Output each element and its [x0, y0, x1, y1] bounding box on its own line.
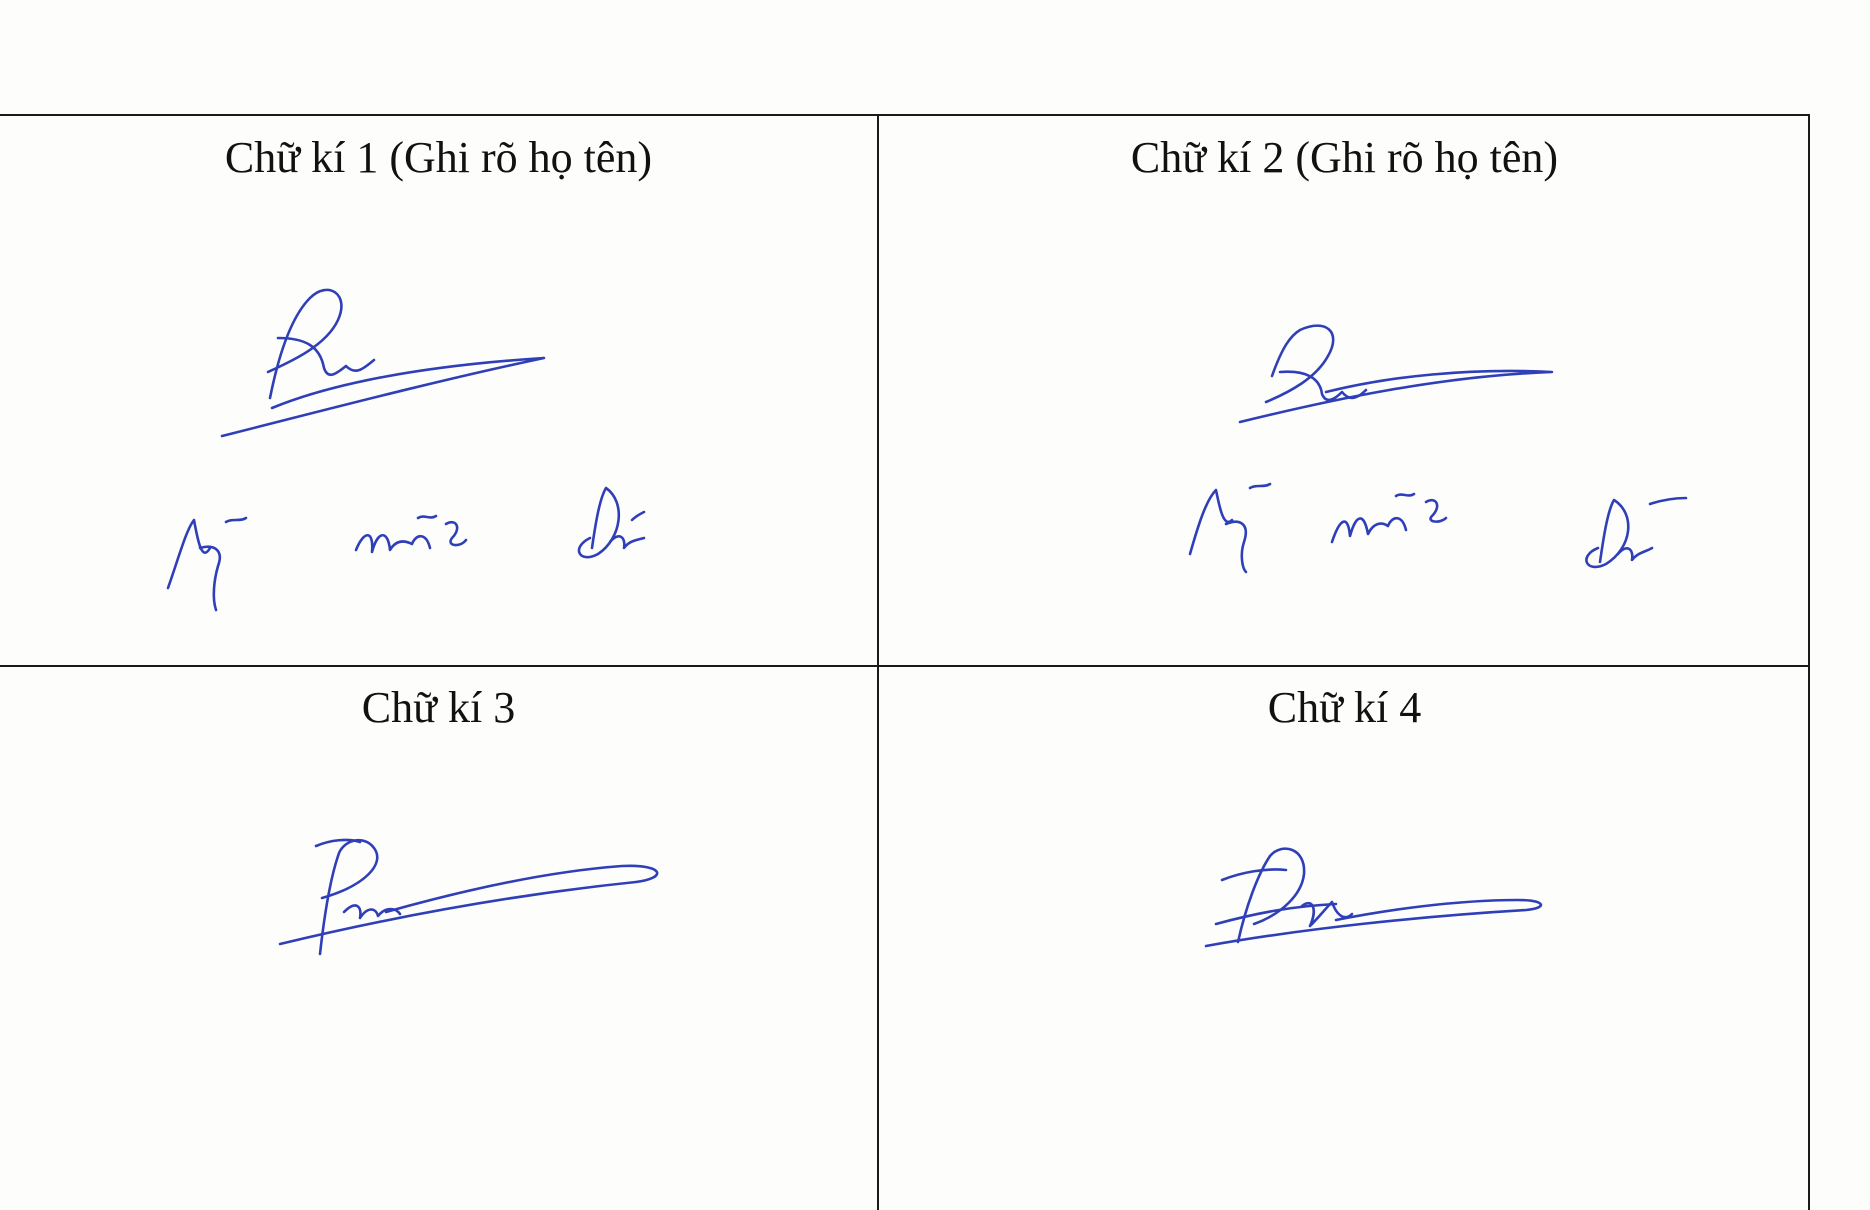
cell-3-title: Chữ kí 3 — [361, 683, 516, 732]
signature-4-mark — [1186, 810, 1606, 970]
signature-1-mark — [160, 218, 720, 518]
signature-2-mark — [1180, 252, 1740, 552]
table-divider-vertical — [877, 116, 879, 1210]
cell-2-title: Chữ kí 2 (Ghi rõ họ tên) — [1130, 133, 1559, 182]
table-divider-horizontal — [0, 665, 1808, 667]
signature-3-mark — [260, 794, 680, 954]
cell-4-title: Chữ kí 4 — [1267, 683, 1422, 732]
signature-table — [0, 114, 1810, 1210]
cell-1-title: Chữ kí 1 (Ghi rõ họ tên) — [224, 133, 653, 182]
